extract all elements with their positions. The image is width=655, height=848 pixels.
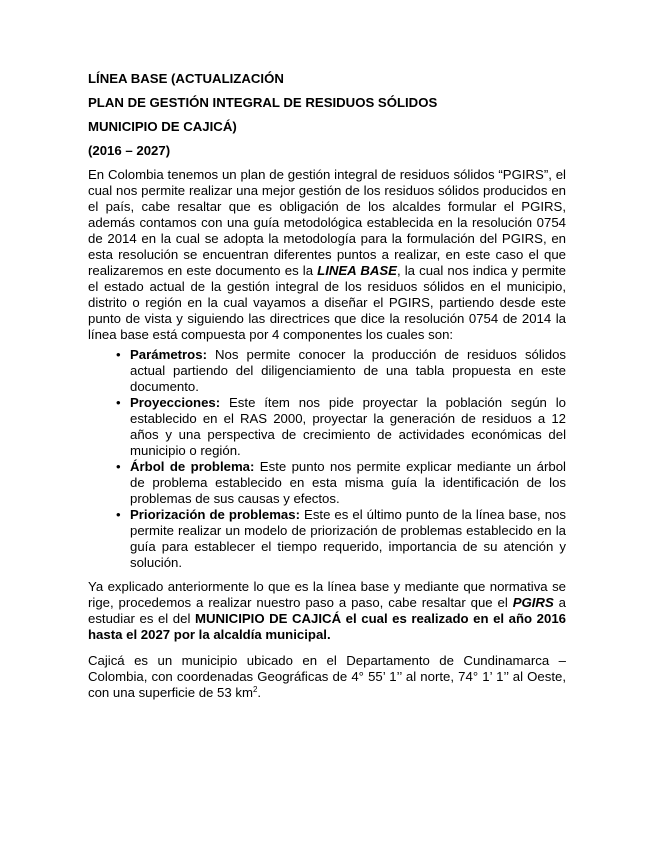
intro-emphasis: LINEA BASE: [317, 263, 397, 278]
bullet-icon: •: [116, 459, 121, 474]
intro-text-1: En Colombia tenemos un plan de gestión integral de residuos sólidos “PGIRS”, el cual nos permite realizar una mejor gestión de los residuos sólidos producidos en el país, cabe resaltar que es obligación de los alcaldes formular el PGIRS, además contamos con una guía metodológica establecida en la resolución 0754 de 2014 en la cual se adopta la metodología para la formulación del PGIRS, en esta resolución se encuentran diferentes puntos a realizar, en este caso el que realizaremos en este documento es la: [88, 167, 566, 278]
location-end: .: [257, 685, 262, 700]
document-page: [88, 71, 566, 705]
location-paragraph: [88, 653, 566, 701]
superscript: 2: [252, 685, 258, 694]
list-item-term: Priorización de problemas:: [130, 507, 300, 522]
list-item: [88, 507, 566, 571]
list-item-text: Este es el último punto de la línea base, nos permite realizar un modelo de priorización de problemas establecido en la guía para establecer el tiempo requerido, importancia de su atención y solución.: [130, 507, 567, 570]
summary-paragraph: [88, 579, 566, 643]
list-item-term: Parámetros:: [130, 347, 207, 362]
location-text: Cajicá es un municipio ubicado en el Departamento de Cundinamarca – Colombia, con coordenadas Geográficas de 4° 55’ 1’’ al norte, 74° 1’ 1’’ al Oeste, con una superficie de 53 km: [88, 653, 566, 700]
bullet-icon: •: [116, 395, 121, 410]
title-years: (2016 – 2027): [88, 143, 171, 158]
title-line-2: PLAN DE GESTIÓN INTEGRAL DE RESIDUOS SÓLIDOS: [88, 95, 438, 110]
bullet-icon: •: [116, 347, 121, 362]
list-item-term: Proyecciones:: [130, 395, 221, 410]
intro-text-2: , la cual nos indica y permite el estado actual de la gestión integral de los residuos sólidos en el municipio, distrito o región en la cual vayamos a diseñar el PGIRS, partiendo desde este punto de vista y siguiendo las directrices que dice la resolución 0754 de 2014 la línea base está compuesta por 4 componentes los cuales son:: [88, 263, 566, 342]
list-item-term: Árbol de problema:: [130, 459, 255, 474]
title-line-1: LÍNEA BASE (ACTUALIZACIÓN: [88, 71, 284, 86]
summary-text-1: Ya explicado anteriormente lo que es la línea base y mediante que normativa se rige, procedemos a realizar nuestro paso a paso, cabe resaltar que el: [88, 579, 566, 610]
list-item-text: Este ítem nos pide proyectar la población según lo establecido en el RAS 2000, proyectar la generación de residuos a 12 años y una perspectiva de crecimiento de actividades económicas del municipio o región.: [130, 395, 566, 458]
title-line-3: MUNICIPIO DE CAJICÁ): [88, 119, 237, 134]
list-item: [88, 347, 566, 395]
components-list: [88, 347, 566, 571]
list-item-text: Este punto nos permite explicar mediante un árbol de problema establecido en esta misma guía la identificación de los problemas de sus causas y efectos.: [130, 459, 566, 506]
list-item: [88, 459, 566, 507]
list-item: [88, 395, 566, 459]
bullet-icon: •: [116, 507, 121, 522]
list-item-text: Nos permite conocer la producción de residuos sólidos actual partiendo del diligenciamiento de una tabla propuesta en este documento.: [130, 347, 566, 394]
summary-bold: MUNICIPIO DE CAJICÁ el cual es realizado en el año 2016 hasta el 2027 por la alcaldía municipal.: [88, 611, 566, 642]
summary-emphasis: PGIRS: [512, 595, 554, 610]
summary-text-2: a estudiar es el del: [88, 595, 567, 626]
intro-paragraph: [88, 167, 566, 343]
